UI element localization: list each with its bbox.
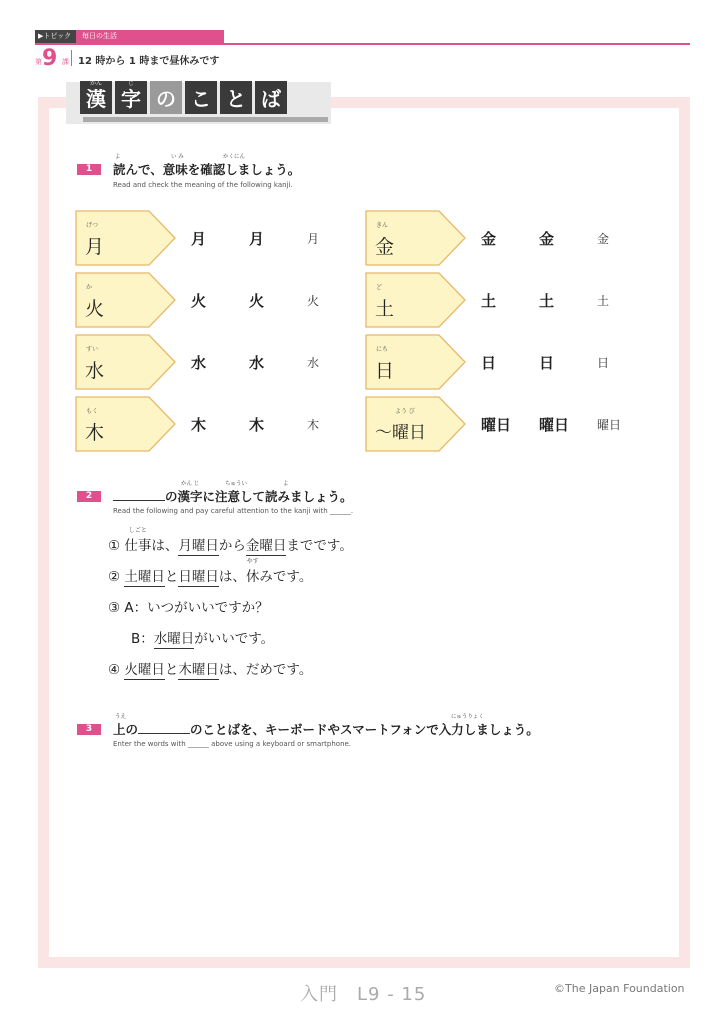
topic-tag: ▶トピック xyxy=(35,30,78,43)
kanji-reading: げつ xyxy=(86,222,99,229)
page-label: 入門 L9 - 15 xyxy=(300,984,427,1005)
kanji-card xyxy=(365,272,457,328)
kanji-card xyxy=(365,396,457,452)
kanji-variant: 金 xyxy=(597,232,610,246)
lesson-separator xyxy=(71,50,72,66)
lesson-title: 12 時から 1 時まで昼休みです xyxy=(78,56,220,67)
heading-tile: と xyxy=(220,81,252,114)
kanji-variant: 木 xyxy=(191,416,207,434)
kanji-variant: 火 xyxy=(249,292,265,310)
kanji-main: 木 xyxy=(85,422,105,444)
heading-tile: こ xyxy=(185,81,217,114)
lesson-ka: 課 xyxy=(62,58,69,66)
kanji-variant: 土 xyxy=(597,294,610,308)
sentence-3: ③ A：いつがいいですか？ xyxy=(108,600,269,616)
section3-subtitle: Enter the words with ______ above using a keyboard or smartphone. xyxy=(113,740,352,748)
kanji-variant: 月 xyxy=(191,230,207,248)
kanji-variant: 曜日 xyxy=(539,416,570,434)
page-heading xyxy=(80,81,287,114)
lesson-number: 9 xyxy=(42,46,58,71)
kanji-card xyxy=(75,396,167,452)
kanji-card xyxy=(365,334,457,390)
kanji-variant: 金 xyxy=(481,230,497,248)
heading-tile: の xyxy=(150,81,182,114)
sentence-4: B：水曜日がいいです。 xyxy=(131,631,275,647)
kanji-main: ～曜日 xyxy=(375,423,426,443)
lesson-dai: 第 xyxy=(35,58,42,66)
kanji-variant: 曜日 xyxy=(481,416,512,434)
kanji-card xyxy=(365,210,457,266)
kanji-variant: 土 xyxy=(481,292,497,310)
kanji-variant: 木 xyxy=(307,418,320,432)
kanji-main: 日 xyxy=(375,360,395,382)
section2-subtitle: Read the following and pay careful attention to the kanji with ______. xyxy=(113,507,354,515)
kanji-variant: 水 xyxy=(191,354,207,372)
kanji-variant: 木 xyxy=(249,416,265,434)
kanji-main: 土 xyxy=(375,298,395,320)
kanji-variant: 火 xyxy=(191,292,207,310)
heading-tile: じ 字 xyxy=(115,81,147,114)
kanji-reading: きん xyxy=(376,222,389,229)
kanji-reading: か xyxy=(86,284,93,291)
kanji-card xyxy=(75,334,167,390)
topic-name: 毎日の生活 xyxy=(76,30,224,43)
heading-tile: かん 漢 xyxy=(80,81,112,114)
lesson-number-block xyxy=(35,48,69,70)
kanji-variant: 日 xyxy=(481,354,497,372)
section2-title: かん じ ちゅうい よ の漢字に注意して読みましょう。 xyxy=(113,487,353,505)
sentence-2: ② 土曜日と日曜日は、 やす 休みです。 xyxy=(108,558,313,585)
section2-number: 2 xyxy=(77,491,101,502)
kanji-card xyxy=(75,210,167,266)
kanji-variant: 火 xyxy=(307,294,320,308)
heading-shadow xyxy=(83,117,328,122)
sentence-1: ① しごと 仕事は、月曜日から金曜日までです。 xyxy=(108,527,353,554)
section1-subtitle: Read and check the meaning of the following kanji. xyxy=(113,181,293,189)
heading-tile: ば xyxy=(255,81,287,114)
section3-title: うえ にゅうりょく 上の のことばを、キーボードやスマートフォンで入力しましょう。 xyxy=(113,714,539,737)
kanji-card xyxy=(75,272,167,328)
kanji-reading: にち xyxy=(376,346,389,353)
kanji-main: 金 xyxy=(375,236,395,258)
kanji-main: 月 xyxy=(85,236,105,258)
section1-title: よ い み かくにん 読んで、意味を確認しましょう。 xyxy=(113,154,301,177)
kanji-variant: 月 xyxy=(249,230,265,248)
header-divider xyxy=(35,43,690,45)
kanji-variant: 金 xyxy=(539,230,555,248)
kanji-variant: 土 xyxy=(539,292,555,310)
kanji-variant: 水 xyxy=(307,356,320,370)
kanji-main: 水 xyxy=(85,360,105,382)
kanji-reading: よう び xyxy=(395,408,415,415)
kanji-variant: 日 xyxy=(539,354,555,372)
kanji-reading: すい xyxy=(86,346,99,353)
kanji-variant: 曜日 xyxy=(597,418,622,432)
kanji-main: 火 xyxy=(85,298,105,320)
section3-number: 3 xyxy=(77,724,101,735)
section1-number: 1 xyxy=(77,164,101,175)
kanji-variant: 月 xyxy=(307,232,320,246)
copyright: ©The Japan Foundation xyxy=(554,982,685,995)
kanji-reading: ど xyxy=(376,284,383,291)
kanji-reading: もく xyxy=(86,408,99,415)
kanji-variant: 水 xyxy=(249,354,265,372)
kanji-variant: 日 xyxy=(597,356,610,370)
sentence-5: ④ 火曜日と木曜日は、だめです。 xyxy=(108,662,313,678)
